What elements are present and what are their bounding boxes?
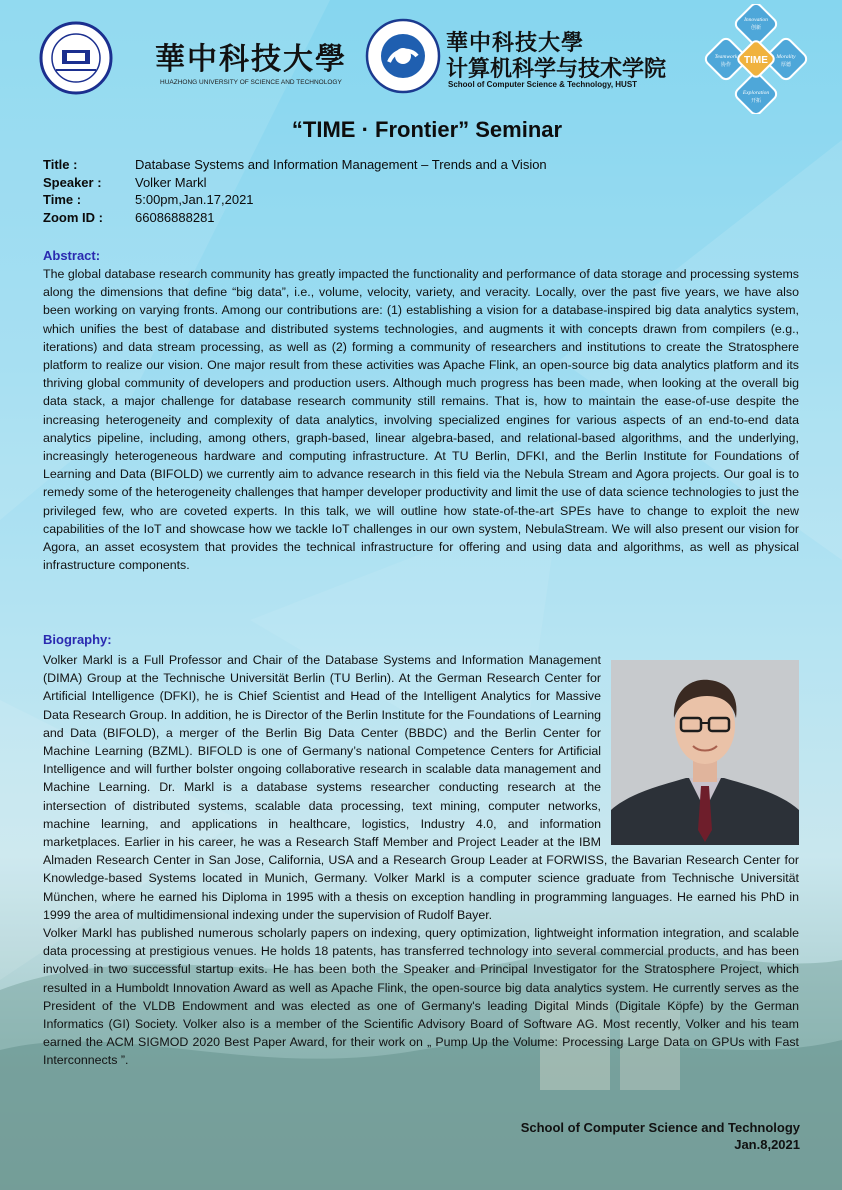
time-logo-right-cn: 厚德 xyxy=(780,62,792,68)
cs-school-name-cn: 计算机科学与技术学院 xyxy=(446,56,667,81)
time-logo-center: TIME xyxy=(744,55,768,66)
footer-school: School of Computer Science and Technology xyxy=(520,1120,800,1135)
footer xyxy=(521,1119,800,1153)
hust-name-en: HUAZHONG UNIVERSITY OF SCIENCE AND TECHNOLOGY xyxy=(160,79,342,86)
speaker-value: Volker Markl xyxy=(135,174,207,190)
hust-seal-logo xyxy=(38,20,148,96)
time-logo xyxy=(700,4,812,114)
time-label: Time : xyxy=(43,192,82,207)
biography-text-1: Volker Markl is a Full Professor and Chair of the Database Systems and Information Management (DIMA) Group at the Technische Universität Berlin (TU Berlin). At the German Research Center for Artificial Intelligence (DFKI), he is Chief Scientist and Head of the Intelligent Analytics for Massive Data Research Group. In addition, he is Director of the Berlin Institute for the Foundations of Learning and Data (BIFOLD), a merger of the Berlin Big Data Center (BBDC) and the Berlin Center for Machine Learning (BZML). BIFOLD is one of Germany’s national Competence Centers for Artificial Intelligence and will further bolster ongoing collaborative research in scalable data management and Machine Learning. Dr. Markl is a database systems researcher conducting research at the intersection of distributed systems, scalable data processing, text mining, computer networks, machine learning, and applications in healthcare, logistics, Industry 4.0, and information marketplaces. Earlier in his career, he was a Research Staff Member and Project Leader at the IBM Almaden Research Center in San Jose, California, USA and a Research Group Leader at FORWISS, the Bavarian Research Center for Knowledge-based Systems located in Munich, Germany. Volker Markl is a computer science graduate from Technische Universität München, where he earned his Diploma in 1995 with a thesis on exception handling in programming languages. He earned his PhD in 1999 the area of multidimensional indexing under the supervision of Rudolf Bayer. xyxy=(43,653,799,922)
talk-title-row xyxy=(43,156,547,174)
zoom-label: Zoom ID : xyxy=(43,209,103,225)
talk-info xyxy=(43,156,547,226)
time-logo-bottom: Exploration xyxy=(742,90,770,96)
time-logo-left: Teamwork xyxy=(714,54,738,60)
talk-title-label: Title : xyxy=(43,157,78,172)
zoom-row xyxy=(43,209,547,227)
time-logo-top: Innovation xyxy=(744,17,768,23)
zoom-value: 66086888281 xyxy=(135,209,215,225)
time-value: 5:00pm,Jan.17,2021 xyxy=(135,192,254,207)
cs-school-name-en: School of Computer Science & Technology, HUST xyxy=(448,80,638,89)
abstract-label: Abstract: xyxy=(43,248,101,263)
speaker-photo xyxy=(611,660,799,845)
time-row xyxy=(43,191,547,209)
speaker-row xyxy=(43,174,547,192)
hust-name-cn: 華中科技大學 xyxy=(155,42,347,77)
header xyxy=(0,0,842,110)
biography-text-2: Volker Markl has published numerous scholarly papers on indexing, query optimization, lightweight information integration, and scalable data processing at prestigious venues. He holds 18 patents, has transferred technology into several commercial products, and has been involved in two successful startup exits. He has been both the Speaker and Principal Investigator for the Stratosphere Project, which resulted in a Humboldt Innovation Award as well as Apache Flink, the open-source big data analytics system. He currently serves as the President of the VLDB Endowment and was elected as one of Germany's leading Digital Minds (Digitale Köpfe) by the German Informatics (GI) Society. Volker also is a member of the Scientific Advisory Board of Software AG. Most recently, Volker and his team earned the ACM SIGMOD 2020 Best Paper Award, for their work on „ Pump Up the Volume: Processing Large Data on GPUs with Fast Interconnects ”. xyxy=(43,926,799,1068)
time-logo-right: Morality xyxy=(776,54,796,60)
time-logo-bottom-cn: 开拓 xyxy=(750,98,762,104)
speaker-label: Speaker : xyxy=(43,174,102,190)
footer-date: Jan.8,2021 xyxy=(734,1137,800,1152)
biography-label: Biography: xyxy=(43,632,112,647)
time-logo-left-cn: 协作 xyxy=(720,62,732,68)
cs-school-seal-logo xyxy=(365,18,441,94)
cs-university-name-cn: 華中科技大學 xyxy=(446,30,585,56)
biography-body xyxy=(43,651,799,1070)
abstract-text: The global database research community has greatly impacted the functionality and performance of data storage and processing systems along the dimensions that define “big data”, i.e., volume, velocity, variety, and veracity. Locally, over the past five years, we have also been working on varying fronts. Among our contributions are: (1) establishing a vision for a database-inspired big data analytics system, which unifies the best of database and distributed systems technologies, and augments it with concepts drawn from compilers (e.g., iterations) and data stream processing, as well as (2) forming a community of researchers and institutions to create the Stratosphere platform to realize our vision. One major result from these activities was Apache Flink, an open-source big data analytics platform and its thriving global community of developers and production users. Although much progress has been made, when looking at the overall big data stack, a major challenge for database research community still remains. That is, how to maintain the ease-of-use despite the increasing heterogeneity and complexity of data analytics, involving specialized engines for various aspects of an end-to-end data analytics pipeline, including, among others, graph-based, linear algebra-based, and relational-based algorithms, and the underlying, increasingly heterogeneous hardware and computing infrastructure. At TU Berlin, DFKI, and the Berlin Institute for Foundations of Learning and Data (BIFOLD) we currently aim to advance research in this field via the Nebula Stream and Agora projects. Our goal is to remedy some of the heterogeneity challenges that hamper developer productivity and limit the use of data science technologies to just the privileged few, who are coveted experts. In this talk, we will outline how state-of-the-art SPEs have to change to exploit the new capabilities of the IoT and showcase how we tackle IoT challenges in our own system, NebulaStream. We will also present our vision for Agora, an asset ecosystem that provides the technical infrastructure for offering and using data and algorithms, as well as physical infrastructure components. xyxy=(43,267,799,573)
seminar-title: “TIME · Frontier” Seminar xyxy=(291,117,563,142)
time-logo-top-cn: 创新 xyxy=(750,25,762,31)
talk-title-value: Database Systems and Information Management – Trends and a Vision xyxy=(135,157,547,172)
